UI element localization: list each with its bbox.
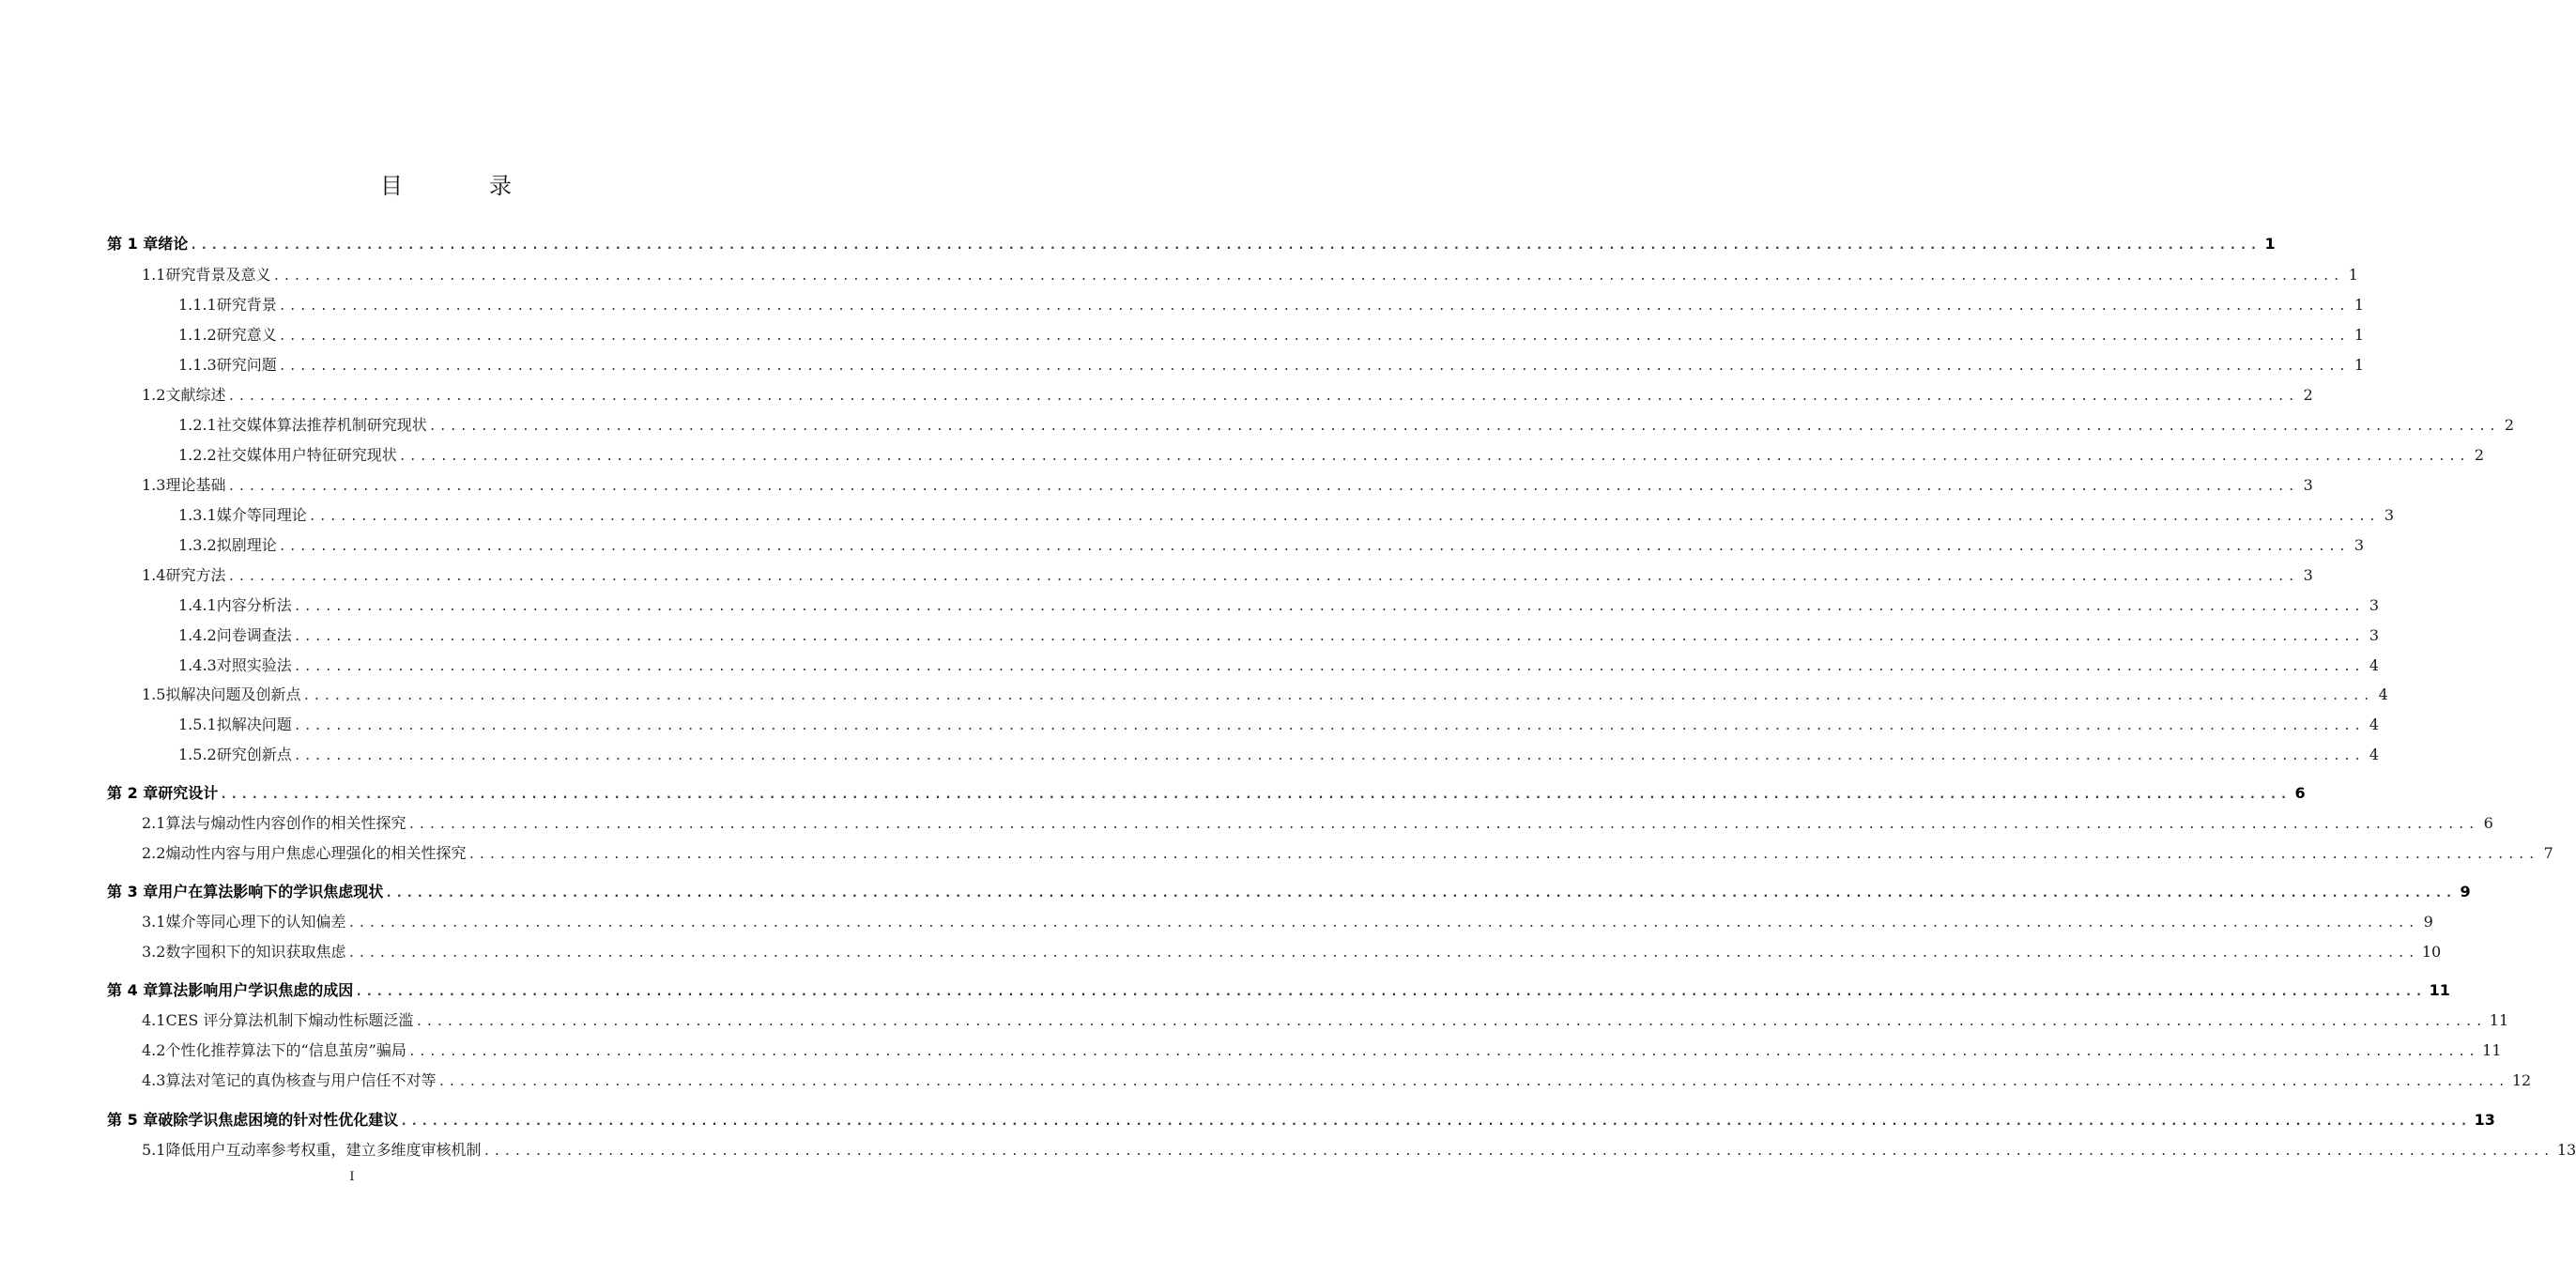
toc-entry-page: 11 <box>2482 1041 2502 1059</box>
toc-entry-page: 3 <box>2303 566 2313 584</box>
toc-entry-number: 1.5 <box>142 685 166 703</box>
toc-entry-page: 3 <box>2369 626 2380 644</box>
toc-dot-leader: ........................................................................................................................................................................................................ <box>293 719 2365 733</box>
toc-entry-page: 13 <box>2556 1141 2576 1159</box>
toc-entry-title: 理论基础 <box>165 476 226 494</box>
toc-entry-number: 1.4.1 <box>178 596 217 614</box>
toc-entry-number: 1.1 <box>142 266 166 284</box>
toc-section-entry[interactable] <box>0 1138 2576 1162</box>
toc-entry-number: 2.2 <box>142 844 166 862</box>
toc-entry-title: 研究问题 <box>216 356 277 374</box>
toc-entry-number: 1.1.2 <box>178 326 217 344</box>
toc-entry-title: 研究背景 <box>216 296 277 314</box>
toc-entry-title: 绪论 <box>158 235 189 253</box>
toc-chapter-entry[interactable] <box>0 880 2471 904</box>
toc-dot-leader: ........................................................................................................................................................................................................ <box>347 916 2418 931</box>
toc-dot-leader: ........................................................................................................................................................................................................ <box>293 630 2365 644</box>
toc-entry-page: 2 <box>2303 386 2313 404</box>
toc-dot-leader: ........................................................................................................................................................................................................ <box>428 420 2500 434</box>
toc-entry-page: 1 <box>2354 356 2365 374</box>
toc-section-entry[interactable] <box>0 263 2358 287</box>
toc-entry-page: 11 <box>2489 1011 2509 1029</box>
toc-section-entry[interactable] <box>0 654 2380 678</box>
toc-entry-page: 13 <box>2474 1111 2495 1129</box>
toc-dot-leader: ........................................................................................................................................................................................................ <box>272 269 2343 284</box>
toc-dot-leader: ........................................................................................................................................................................................................ <box>293 749 2365 763</box>
toc-entry-page: 1 <box>2264 235 2276 253</box>
toc-entry-title: 破除学识焦虑困境的针对性优化建议 <box>158 1111 399 1129</box>
toc-dot-leader: ........................................................................................................................................................................................................ <box>385 886 2456 900</box>
toc-section-entry[interactable] <box>0 503 2395 528</box>
toc-entry-number: 1.2.1 <box>178 416 217 434</box>
toc-entry-page: 10 <box>2421 943 2442 961</box>
toc-entry-page: 4 <box>2369 716 2380 733</box>
toc-entry-page: 4 <box>2378 685 2388 703</box>
toc-entry-title: 对照实验法 <box>216 656 292 674</box>
toc-entry-page: 2 <box>2474 446 2485 464</box>
toc-entry-page: 3 <box>2303 476 2313 494</box>
toc-entry-title: 社交媒体用户特征研究现状 <box>216 446 397 464</box>
toc-dot-leader: ........................................................................................................................................................................................................ <box>278 360 2350 374</box>
toc-entry-page: 4 <box>2369 656 2380 674</box>
toc-dot-leader: ........................................................................................................................................................................................................ <box>227 480 2298 494</box>
toc-entry-title: 研究方法 <box>165 566 226 584</box>
toc-entry-title: 内容分析法 <box>216 596 292 614</box>
toc-entry-number: 3.2 <box>142 943 166 961</box>
toc-section-entry[interactable] <box>0 743 2380 767</box>
toc-dot-leader: ........................................................................................................................................................................................................ <box>302 689 2373 703</box>
toc-entry-number: 1.4 <box>142 566 166 584</box>
toc-section-entry[interactable] <box>0 910 2433 934</box>
toc-entry-title: 研究创新点 <box>216 746 292 763</box>
toc-entry-title: 降低用户互动率参考权重，建立多维度审核机制 <box>165 1141 482 1159</box>
toc-entry-title: CES 评分算法机制下煽动性标题泛滥 <box>165 1011 414 1029</box>
toc-dot-leader: ........................................................................................................................................................................................................ <box>437 1075 2508 1089</box>
toc-entry-number: 1.5.1 <box>178 716 217 733</box>
toc-entry-number: 1.2 <box>142 386 166 404</box>
toc-entry-page: 11 <box>2429 981 2450 999</box>
toc-entry-number: 第 4 章 <box>107 981 159 999</box>
toc-entry-page: 3 <box>2384 506 2395 524</box>
toc-entry-number: 5.1 <box>142 1141 166 1159</box>
toc-dot-leader: ........................................................................................................................................................................................................ <box>190 239 2261 253</box>
toc-dot-leader: ........................................................................................................................................................................................................ <box>220 788 2291 802</box>
toc-entry-page: 1 <box>2348 266 2358 284</box>
toc-entry-title: 个性化推荐算法下的“信息茧房”骗局 <box>165 1041 406 1059</box>
toc-entry-page: 9 <box>2460 883 2471 900</box>
toc-entry-number: 1.3.2 <box>178 536 217 554</box>
toc-entry-number: 第 5 章 <box>107 1111 159 1129</box>
toc-entry-number: 4.1 <box>142 1011 166 1029</box>
toc-section-entry[interactable] <box>0 1008 2509 1033</box>
toc-section-entry[interactable] <box>0 593 2380 618</box>
toc-section-entry[interactable] <box>0 563 2313 588</box>
toc-entry-page: 3 <box>2369 596 2380 614</box>
toc-dot-leader: ........................................................................................................................................................................................................ <box>278 540 2350 554</box>
toc-section-entry[interactable] <box>0 811 2493 836</box>
page-title: 目 录 <box>380 173 544 199</box>
toc-dot-leader: ........................................................................................................................................................................................................ <box>398 450 2470 464</box>
toc-section-entry[interactable] <box>0 683 2388 707</box>
toc-entry-number: 第 1 章 <box>107 235 159 253</box>
toc-section-entry[interactable] <box>0 383 2313 408</box>
toc-entry-number: 3.1 <box>142 913 166 931</box>
page-number-footer: I <box>349 1170 355 1184</box>
toc-section-entry[interactable] <box>0 413 2515 438</box>
toc-dot-leader: ........................................................................................................................................................................................................ <box>355 985 2426 999</box>
toc-entry-title: 媒介等同心理下的认知偏差 <box>165 913 346 931</box>
toc-entry-title: 拟解决问题 <box>216 716 292 733</box>
toc-entry-title: 煽动性内容与用户焦虑心理强化的相关性探究 <box>165 844 467 862</box>
toc-entry-title: 研究背景及意义 <box>165 266 271 284</box>
toc-entry-number: 1.4.3 <box>178 656 217 674</box>
toc-dot-leader: ........................................................................................................................................................................................................ <box>227 390 2298 404</box>
toc-entry-number: 4.2 <box>142 1041 166 1059</box>
toc-entry-title: 文献综述 <box>165 386 226 404</box>
toc-dot-leader: ........................................................................................................................................................................................................ <box>407 818 2478 832</box>
toc-chapter-entry[interactable] <box>0 781 2306 806</box>
toc-section-entry[interactable] <box>0 533 2365 558</box>
toc-dot-leader: ........................................................................................................................................................................................................ <box>483 1145 2553 1159</box>
toc-entry-page: 12 <box>2511 1071 2532 1089</box>
toc-dot-leader: ........................................................................................................................................................................................................ <box>347 946 2418 961</box>
toc-section-entry[interactable] <box>0 323 2365 347</box>
toc-entry-number: 1.3 <box>142 476 166 494</box>
toc-dot-leader: ........................................................................................................................................................................................................ <box>278 300 2350 314</box>
toc-chapter-entry[interactable] <box>0 978 2450 1003</box>
toc-entry-page: 6 <box>2483 814 2493 832</box>
toc-entry-number: 1.5.2 <box>178 746 217 763</box>
toc-section-entry[interactable] <box>0 841 2553 866</box>
toc-section-entry[interactable] <box>0 623 2380 648</box>
toc-dot-leader: ........................................................................................................................................................................................................ <box>227 570 2298 584</box>
toc-entry-title: 算法影响用户学识焦虑的成因 <box>158 981 354 999</box>
toc-entry-page: 7 <box>2543 844 2553 862</box>
toc-dot-leader: ........................................................................................................................................................................................................ <box>407 1045 2479 1059</box>
toc-section-entry[interactable] <box>0 940 2442 964</box>
toc-entry-number: 第 3 章 <box>107 883 159 900</box>
toc-entry-title: 拟剧理论 <box>216 536 277 554</box>
toc-entry-page: 3 <box>2354 536 2365 554</box>
toc-dot-leader: ........................................................................................................................................................................................................ <box>400 1115 2471 1129</box>
toc-entry-title: 社交媒体算法推荐机制研究现状 <box>216 416 427 434</box>
toc-entry-page: 4 <box>2369 746 2380 763</box>
toc-entry-number: 1.2.2 <box>178 446 217 464</box>
toc-section-entry[interactable] <box>0 1069 2532 1093</box>
toc-entry-title: 研究设计 <box>158 784 219 802</box>
toc-entry-title: 算法与煽动性内容创作的相关性探究 <box>165 814 406 832</box>
toc-entry-title: 研究意义 <box>216 326 277 344</box>
toc-entry-number: 1.3.1 <box>178 506 217 524</box>
toc-entry-page: 2 <box>2504 416 2515 434</box>
toc-section-entry[interactable] <box>0 443 2485 468</box>
toc-entry-page: 1 <box>2354 326 2365 344</box>
toc-entry-number: 1.1.3 <box>178 356 217 374</box>
toc-entry-page: 1 <box>2354 296 2365 314</box>
toc-entry-number: 1.1.1 <box>178 296 217 314</box>
toc-entry-number: 4.3 <box>142 1071 166 1089</box>
toc-entry-page: 6 <box>2294 784 2306 802</box>
toc-dot-leader: ........................................................................................................................................................................................................ <box>278 330 2350 344</box>
toc-entry-title: 算法对笔记的真伪核查与用户信任不对等 <box>165 1071 437 1089</box>
toc-entry-number: 第 2 章 <box>107 784 159 802</box>
toc-dot-leader: ........................................................................................................................................................................................................ <box>308 510 2380 524</box>
toc-section-entry[interactable] <box>0 1039 2502 1063</box>
toc-chapter-entry[interactable] <box>0 1108 2495 1132</box>
toc-section-entry[interactable] <box>0 293 2365 317</box>
toc-entry-title: 媒介等同理论 <box>216 506 307 524</box>
toc-section-entry[interactable] <box>0 353 2365 377</box>
toc-dot-leader: ........................................................................................................................................................................................................ <box>293 600 2365 614</box>
toc-entry-page: 9 <box>2423 913 2433 931</box>
toc-dot-leader: ........................................................................................................................................................................................................ <box>468 848 2538 862</box>
toc-chapter-entry[interactable] <box>0 232 2276 256</box>
toc-section-entry[interactable] <box>0 713 2380 737</box>
toc-entry-title: 数字囤积下的知识获取焦虑 <box>165 943 346 961</box>
toc-entry-number: 2.1 <box>142 814 166 832</box>
toc-entry-number: 1.4.2 <box>178 626 217 644</box>
toc-entry-title: 用户在算法影响下的学识焦虑现状 <box>158 883 384 900</box>
toc-entry-title: 问卷调查法 <box>216 626 292 644</box>
toc-dot-leader: ........................................................................................................................................................................................................ <box>415 1015 2486 1029</box>
toc-section-entry[interactable] <box>0 473 2313 498</box>
toc-dot-leader: ........................................................................................................................................................................................................ <box>293 660 2365 674</box>
toc-entry-title: 拟解决问题及创新点 <box>165 685 301 703</box>
